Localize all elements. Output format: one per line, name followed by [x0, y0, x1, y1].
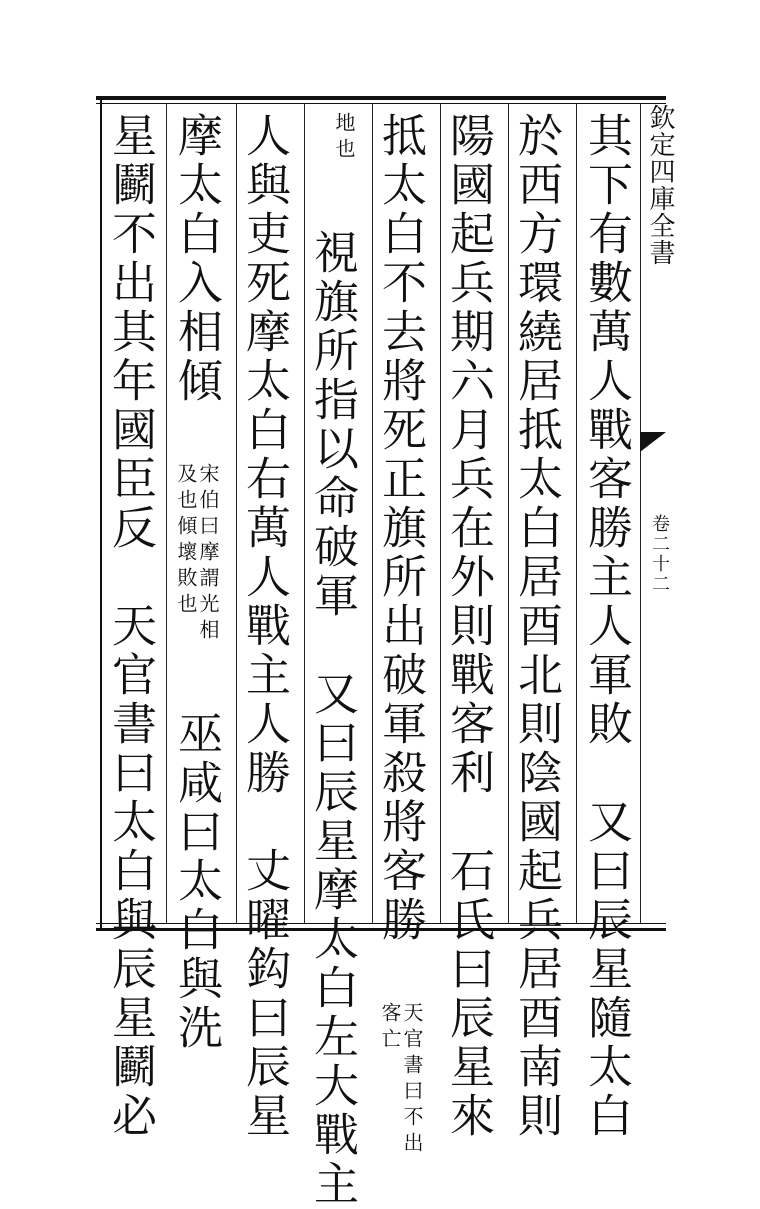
column-text: 於西方環繞居抵太白居酉北則陰國起兵居酉南則	[510, 112, 563, 1141]
column-text: 視旗所指以命破軍 又曰辰星摩太白左大戰主	[306, 229, 359, 1209]
book-title: 欽定四庫全書	[645, 104, 675, 266]
column-text: 摩太白入相傾	[170, 112, 223, 406]
text-column-3	[442, 112, 495, 1141]
text-column-6	[238, 112, 291, 1141]
text-column-8	[104, 112, 157, 1141]
column-divider	[166, 104, 167, 924]
left-border-rule	[100, 100, 102, 930]
column-text: 抵太白不去將死正旗所出破軍殺將客勝	[374, 112, 427, 945]
top-border-rule-thin	[96, 103, 666, 104]
interlinear-note: 天官書曰不出客亡	[378, 1002, 424, 1158]
text-column-2	[510, 112, 563, 1141]
column-divider	[304, 104, 305, 924]
column-divider	[440, 104, 441, 924]
top-border-rule	[96, 96, 666, 100]
volume-number: 卷二十二	[649, 514, 670, 594]
text-column-7	[170, 112, 223, 1053]
interlinear-note: 地也	[332, 112, 356, 164]
interlinear-note: 宋伯曰摩謂光相及也傾壞敗也	[174, 463, 220, 645]
column-text: 其下有數萬人戰客勝主人軍敗 又曰辰星隨太白	[580, 112, 633, 1141]
column-text: 人與吏死摩太白右萬人戰主人勝 丈曜鈎曰辰星	[238, 112, 291, 1141]
column-divider	[508, 104, 509, 924]
column-divider	[576, 104, 577, 924]
column-divider	[236, 104, 237, 924]
column-divider	[372, 104, 373, 924]
page-margin	[640, 104, 675, 924]
text-column-5	[306, 112, 359, 1209]
column-text: 陽國起兵期六月兵在外則戰客利 石氏曰辰星來	[442, 112, 495, 1141]
fishtail-mark	[640, 432, 666, 452]
column-text: 巫咸曰太白與洗	[170, 710, 223, 1053]
text-column-1	[580, 112, 633, 1141]
column-text: 星鬬不出其年國臣反 天官書曰太白與辰星鬬必	[104, 112, 157, 1141]
text-column-4	[374, 112, 427, 1158]
